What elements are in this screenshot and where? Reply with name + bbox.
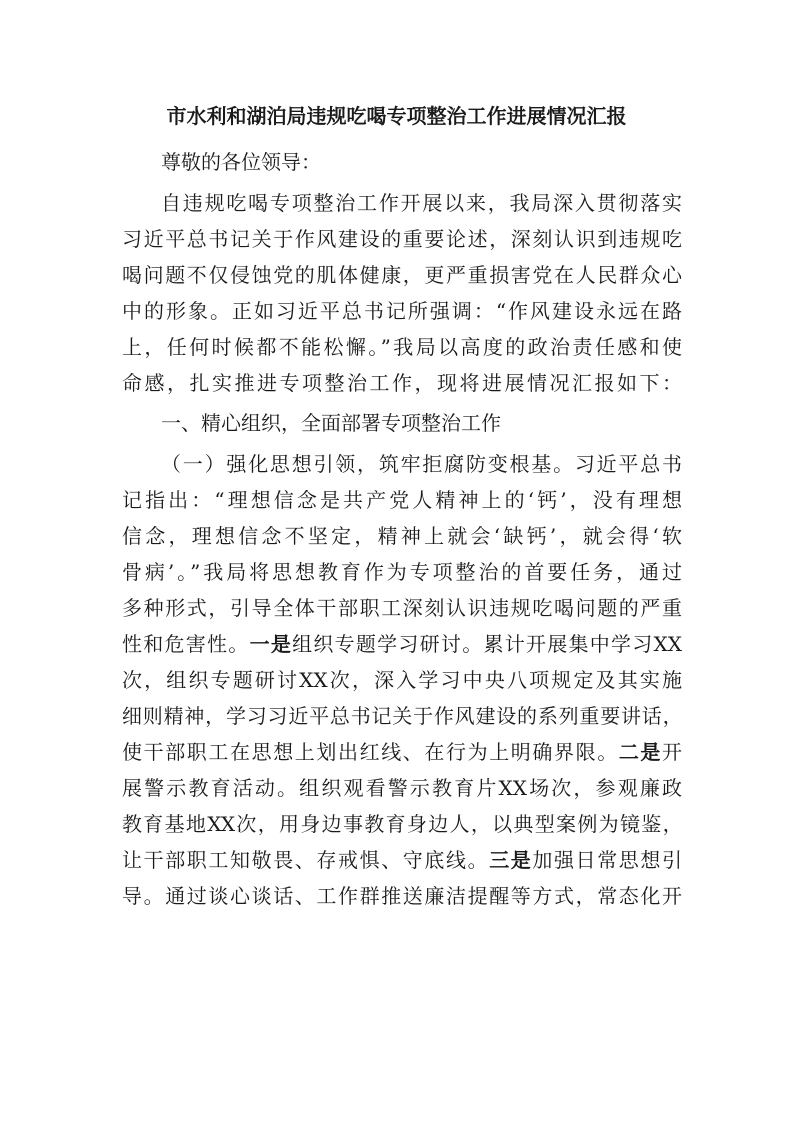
subsection-line bbox=[122, 626, 682, 662]
subsection-line bbox=[122, 842, 682, 878]
subsection-line: 多种形式，引导全体干部职工深刻认识违规吃喝问题的严重 bbox=[122, 596, 682, 620]
intro-line: 上，任何时候都不能松懈。”我局以高度的政治责任感和使 bbox=[122, 335, 682, 359]
section-heading: 一、精心组织，全面部署专项整治工作 bbox=[161, 411, 501, 435]
subsection-line: 次，组织专题研讨XX次，深入学习中央八项规定及其实施 bbox=[122, 668, 682, 692]
intro-line: 习近平总书记关于作风建设的重要论述，深刻认识到违规吃 bbox=[122, 227, 682, 251]
document-title: 市水利和湖泊局违规吃喝专项整治工作进展情况汇报 bbox=[166, 104, 627, 128]
text-run: 开 bbox=[662, 740, 683, 764]
subsection-line bbox=[122, 734, 682, 770]
bold-marker: 一是 bbox=[249, 632, 293, 656]
bold-marker: 二是 bbox=[618, 740, 663, 764]
text-run: 加强日常思想引 bbox=[532, 848, 683, 872]
salutation: 尊敬的各位领导： bbox=[161, 150, 321, 174]
subsection-line: 教育基地XX次，用身边事教育身边人，以典型案例为镜鉴， bbox=[122, 812, 682, 836]
subsection-line: （一）强化思想引领，筑牢拒腐防变根基。习近平总书 bbox=[161, 452, 682, 476]
subsection-line: 细则精神，学习习近平总书记关于作风建设的系列重要讲话， bbox=[122, 704, 682, 728]
text-run: 使干部职工在思想上划出红线、在行为上明确界限。 bbox=[122, 740, 619, 764]
subsection-line: 导。通过谈心谈话、工作群推送廉洁提醒等方式，常态化开 bbox=[122, 884, 682, 908]
subsection-line: 信念，理想信念不坚定，精神上就会‘缺钙’，就会得‘软 bbox=[122, 524, 682, 548]
text-run: 组织专题学习研讨。累计开展集中学习XX bbox=[292, 632, 683, 656]
intro-line: 命感，扎实推进专项整治工作，现将进展情况汇报如下： bbox=[122, 371, 682, 395]
subsection-line: 展警示教育活动。组织观看警示教育片XX场次，参观廉政 bbox=[122, 776, 682, 800]
subsection-line: 骨病’。”我局将思想教育作为专项整治的首要任务，通过 bbox=[122, 560, 682, 584]
text-run: 性和危害性。 bbox=[122, 632, 250, 656]
intro-line: 中的形象。正如习近平总书记所强调：“作风建设永远在路 bbox=[122, 299, 682, 323]
text-run: 让干部职工知敬畏、存戒惧、守底线。 bbox=[122, 848, 490, 872]
intro-line: 自违规吃喝专项整治工作开展以来，我局深入贯彻落实 bbox=[161, 191, 682, 215]
bold-marker: 三是 bbox=[489, 848, 533, 872]
subsection-line: 记指出：“理想信念是共产党人精神上的‘钙’，没有理想 bbox=[122, 488, 682, 512]
intro-line: 喝问题不仅侵蚀党的肌体健康，更严重损害党在人民群众心 bbox=[122, 263, 682, 287]
